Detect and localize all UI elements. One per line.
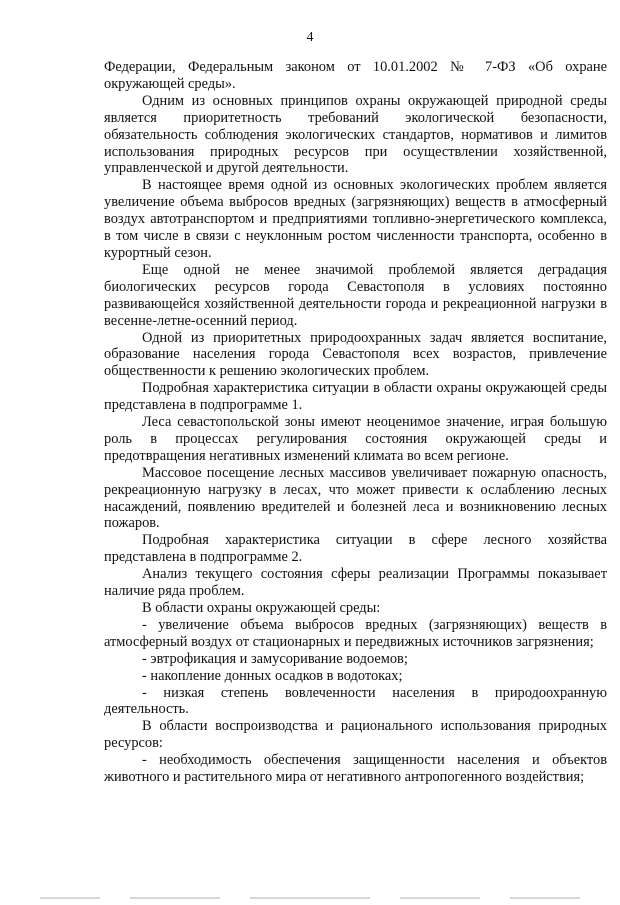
paragraph: Одной из приоритетных природоохранных задач является воспитание, образование населения города Севастополя всех возрастов, привлечение общественности к решению экологических проблем. — [104, 329, 607, 380]
paragraph: Федерации, Федеральным законом от 10.01.2002 № 7-ФЗ «Об охране окружающей среды». — [104, 59, 607, 92]
list-item: - эвтрофикация и замусоривание водоемов; — [142, 650, 408, 667]
list-item: - увеличение объема выбросов вредных (загрязняющих) веществ в атмосферный воздух от стационарных и передвижных источников загрязнения; — [104, 616, 607, 650]
list-item: - необходимость обеспечения защищенности населения и объектов животного и растительного мира от негативного антропогенного воздействия; — [104, 752, 607, 786]
paragraph: Леса севастопольской зоны имеют неоценимое значение, играя большую роль в процессах регулирования состояния окружающей среды и предотвращения негативных изменений климата во всем регионе. — [104, 414, 607, 464]
section-intro: В области охраны окружающей среды: — [142, 600, 381, 616]
paragraph: Одним из основных принципов охраны окружающей природной среды является приоритетность требований экологической безопасности, обязательность соблюдения экологических стандартов, нормативов и лимитов использования природных ресурсов при осуществлении хозяйственной, управленческой и другой деятельности. — [104, 92, 607, 177]
paragraph: Подробная характеристика ситуации в сфере лесного хозяйства представлена в подпрограмме 2. — [104, 532, 607, 566]
list-item: - низкая степень вовлеченности населения в природоохранную деятельность. — [104, 684, 607, 718]
scan-edge-artifact — [0, 893, 620, 905]
page-number: 4 — [306, 30, 314, 45]
paragraph: В настоящее время одной из основных экологических проблем является увеличение объема выбросов вредных (загрязняющих) веществ в атмосферный воздух автотранспортом и предприятиями топливно-энергетического комплекса, в том числе в связи с неуклонным ростом численности транспорта, особенно в курортный сезон. — [104, 177, 607, 261]
paragraph: Подробная характеристика ситуации в области охраны окружающей среды представлена в подпрограмме 1. — [104, 380, 607, 414]
paragraph: Еще одной не менее значимой проблемой является деградация биологических ресурсов города Севастополя в условиях постоянно развивающейся хозяйственной деятельности города и рекреационной нагрузки в весенне-летне-осенний период. — [104, 261, 607, 329]
section-intro: В области воспроизводства и рационального использования природных ресурсов: — [104, 718, 607, 752]
paragraph: Массовое посещение лесных массивов увеличивает пожарную опасность, рекреационную нагрузку в лесах, что может привести к ослаблению лесных насаждений, появлению вредителей и болезней леса и возникновению лесных пожаров. — [104, 464, 607, 532]
list-item: - накопление донных осадков в водотоках; — [142, 667, 403, 684]
paragraph: Анализ текущего состояния сферы реализации Программы показывает наличие ряда проблем. — [104, 566, 607, 600]
document-body — [104, 59, 607, 786]
